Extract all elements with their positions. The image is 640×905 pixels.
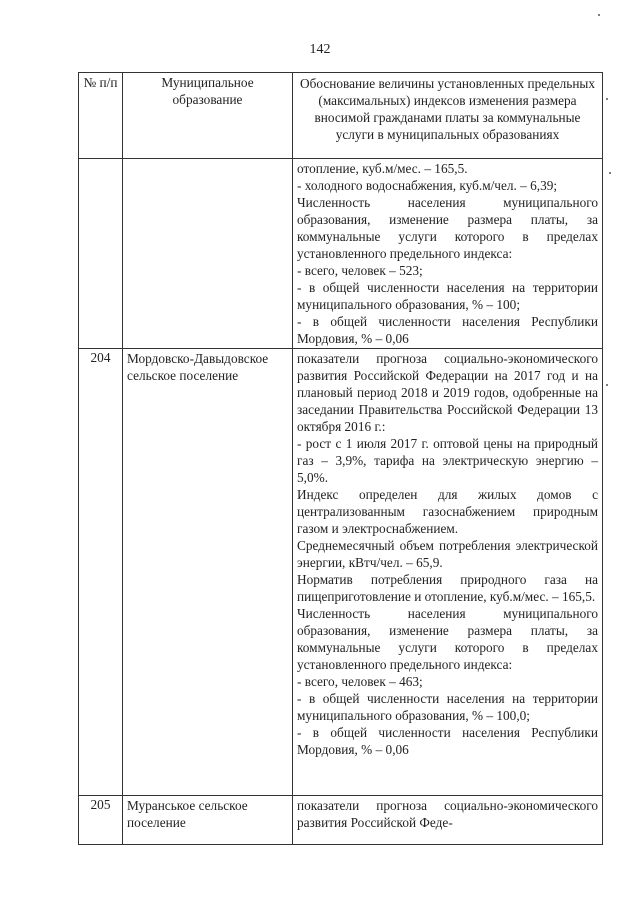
- justification-line: - в общей численности населения Республики Мордовия, % – 0,06: [297, 314, 598, 346]
- justification-line: Норматив потребления природного газа на пищеприготовление и отопление, куб.м/мес. – 165,5.: [297, 572, 598, 604]
- justification-line: - в общей численности населения на территории муниципального образования, % – 100,0;: [297, 691, 598, 723]
- scan-speck: [606, 384, 608, 386]
- row-number: 204: [79, 349, 123, 796]
- header-num: № п/п: [79, 73, 123, 159]
- justification-line: - холодного водоснабжения, куб.м/чел. – 6,39;: [297, 178, 558, 193]
- header-municipality: Муниципальное образование: [123, 73, 293, 159]
- scan-speck: [606, 98, 608, 100]
- justification-line: Численность населения муниципального образования, изменение размера платы, за коммунальные услуги которого в пределах установленного предельного индекса:: [297, 195, 598, 261]
- justification-line: отопление, куб.м/мес. – 165,5.: [297, 161, 468, 176]
- justification-line: показатели прогноза социально-экономического развития Российской Феде-: [297, 798, 598, 830]
- justification-line: - рост с 1 июля 2017 г. оптовой цены на природный газ – 3,9%, тарифа на электрическую энергию – 5,0%.: [297, 436, 598, 485]
- justification-line: - всего, человек – 523;: [297, 263, 423, 278]
- justification-line: Среднемесячный объем потребления электрической энергии, кВтч/чел. – 65,9.: [297, 538, 598, 570]
- table-row: [79, 159, 603, 349]
- scan-speck: [609, 172, 611, 174]
- row-number: 205: [79, 796, 123, 845]
- justification-line: Индекс определен для жилых домов с централизованным газоснабжением природным газом и электроснабжением.: [297, 487, 598, 536]
- justification-line: Численность населения муниципального образования, изменение размера платы, за коммунальные услуги которого в пределах установленного предельного индекса:: [297, 606, 598, 672]
- municipality-name: Мордовско-Давыдовское сельское поселение: [123, 349, 293, 796]
- header-justification: Обоснование величины установленных предельных (максимальных) индексов изменения размера вносимой гражданами платы за коммунальные услуги в муниципальных образованиях: [293, 73, 603, 159]
- municipal-index-table: [78, 72, 603, 845]
- justification-line: показатели прогноза социально-экономического развития Российской Федерации на 2017 год и на плановый период 2018 и 2019 годов, одобренные на заседании Правительства Российской Федерации 13 октября 2016 г.:: [297, 351, 598, 434]
- table-row: [79, 349, 603, 796]
- justification-cell: [293, 349, 603, 796]
- table-header-row: [79, 73, 603, 159]
- scan-speck: [598, 14, 600, 16]
- justification-line: - в общей численности населения на территории муниципального образования, % – 100;: [297, 280, 598, 312]
- table-row: [79, 796, 603, 845]
- municipality-name: [123, 159, 293, 349]
- page-number: 142: [309, 42, 331, 57]
- justification-line: - в общей численности населения Республики Мордовия, % – 0,06: [297, 725, 598, 757]
- municipality-name: Муранськое сельское поселение: [123, 796, 293, 845]
- row-number: [79, 159, 123, 349]
- justification-cell: [293, 159, 603, 349]
- justification-line: - всего, человек – 463;: [297, 674, 423, 689]
- justification-cell: [293, 796, 603, 845]
